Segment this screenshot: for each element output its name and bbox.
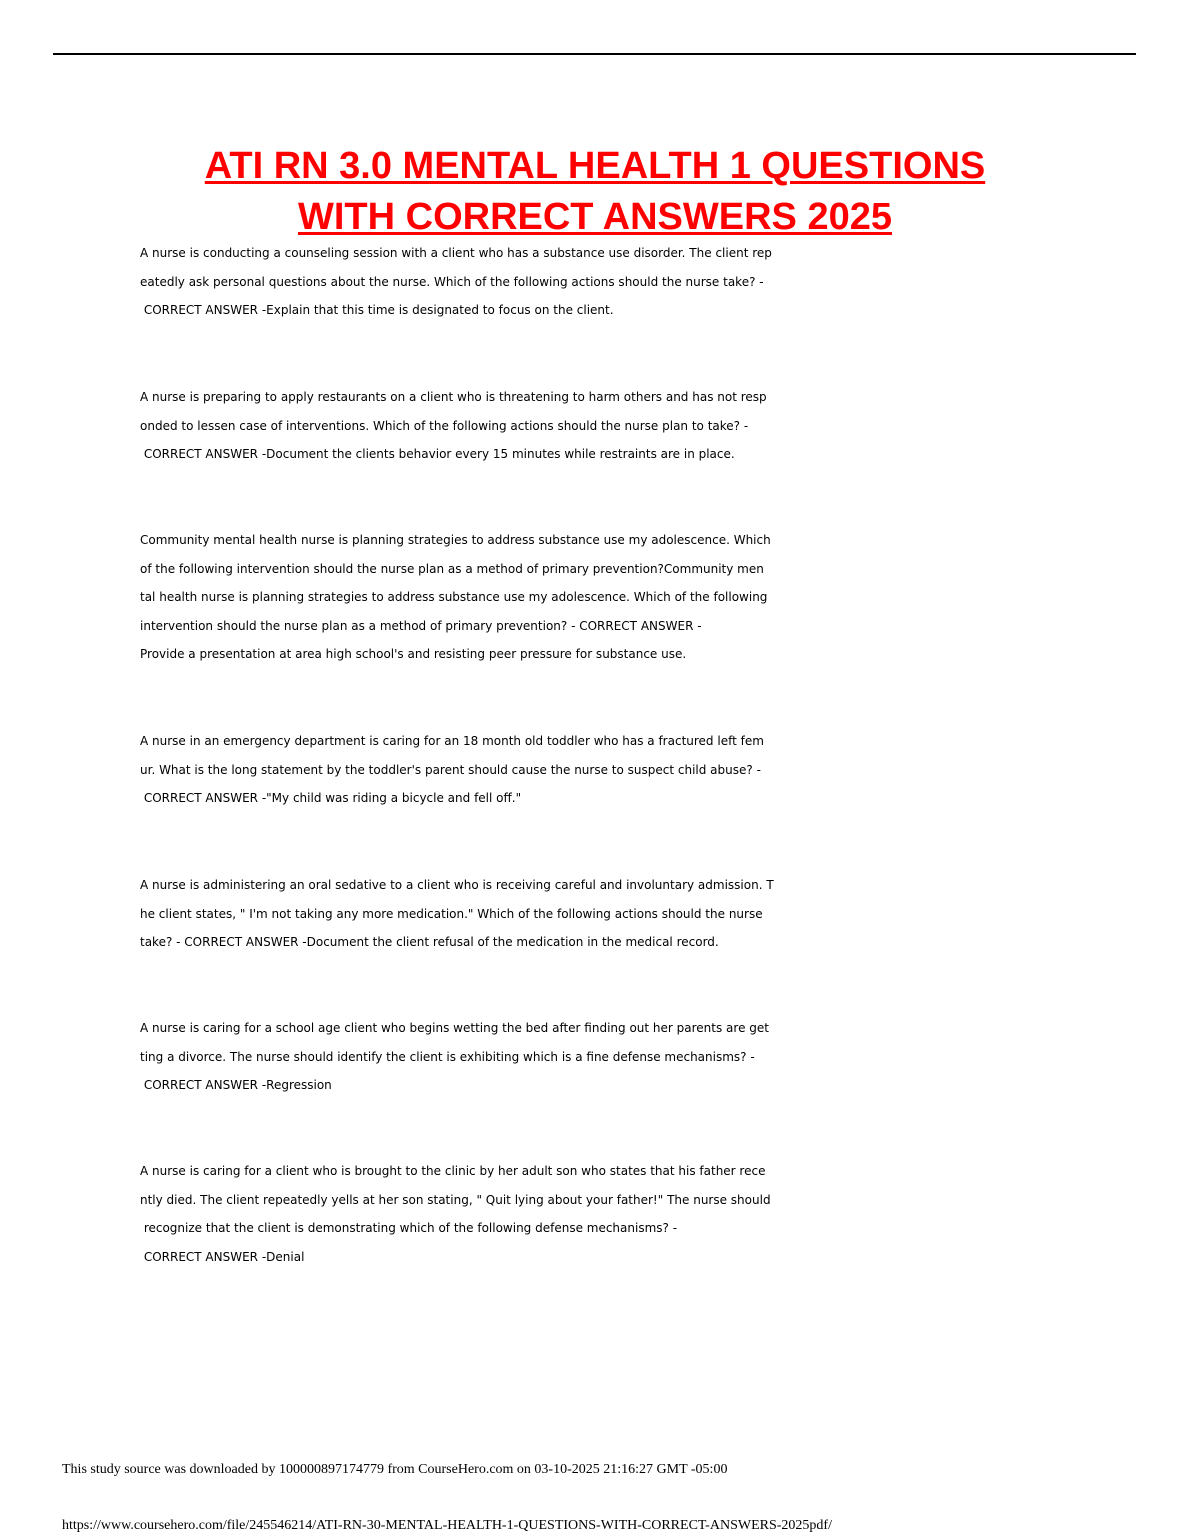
qa-line: Provide a presentation at area high school's and resisting peer pressure for substance use. [140, 647, 687, 661]
qa-line: A nurse is caring for a school age client who begins wetting the bed after finding out her parents are get [140, 1021, 769, 1035]
qa-line: eatedly ask personal questions about the nurse. Which of the following actions should the nurse take? - [140, 274, 764, 289]
source-url[interactable]: https://www.coursehero.com/file/245546214/ATI-RN-30-MENTAL-HEALTH-1-QUESTIONS-WITH-CORRECT-ANSWERS-2025pdf/ [62, 1518, 832, 1533]
qa-item-6 [140, 1014, 1060, 1100]
qa-item-7 [140, 1157, 1060, 1271]
qa-item-3 [140, 526, 1060, 669]
qa-item-1 [140, 239, 1060, 325]
qa-line: A nurse is preparing to apply restaurants on a client who is threatening to harm others and has not resp [140, 390, 767, 404]
qa-line: onded to lessen case of interventions. Which of the following actions should the nurse plan to take? - [140, 418, 749, 433]
qa-line: CORRECT ANSWER -Denial [140, 1249, 305, 1264]
qa-line: CORRECT ANSWER -"My child was riding a bicycle and fell off." [140, 791, 522, 805]
qa-line: A nurse is caring for a client who is brought to the clinic by her adult son who states that his father rece [140, 1164, 766, 1178]
qa-line: ur. What is the long statement by the toddler's parent should cause the nurse to suspect child abuse? - [140, 762, 761, 777]
qa-line: take? - CORRECT ANSWER -Document the client refusal of the medication in the medical record. [140, 935, 719, 949]
qa-line: recognize that the client is demonstrating which of the following defense mechanisms? - [140, 1221, 678, 1235]
title-line-2: WITH CORRECT ANSWERS 2025 [298, 196, 892, 238]
qa-line: he client states, " I'm not taking any more medication." Which of the following actions should the nurse [140, 906, 763, 921]
top-divider [53, 53, 1136, 55]
qa-item-4 [140, 727, 1060, 813]
qa-line: CORRECT ANSWER -Document the clients behavior every 15 minutes while restraints are in place. [140, 447, 735, 461]
qa-line: A nurse is conducting a counseling session with a client who has a substance use disorder. The client rep [140, 246, 772, 260]
document-title [100, 141, 1090, 243]
qa-line: CORRECT ANSWER -Explain that this time is designated to focus on the client. [140, 303, 614, 317]
qa-line: intervention should the nurse plan as a method of primary prevention? - CORRECT ANSWER - [140, 618, 702, 633]
qa-line: ting a divorce. The nurse should identify the client is exhibiting which is a fine defense mechanisms? - [140, 1049, 755, 1064]
qa-line: CORRECT ANSWER -Regression [140, 1078, 332, 1092]
qa-line: A nurse is administering an oral sedative to a client who is receiving careful and involuntary admission. T [140, 878, 774, 892]
qa-item-2 [140, 383, 1060, 469]
qa-line: tal health nurse is planning strategies to address substance use my adolescence. Which of the following [140, 590, 768, 604]
qa-item-5 [140, 871, 1060, 957]
qa-line: A nurse in an emergency department is caring for an 18 month old toddler who has a fractured left fem [140, 734, 764, 748]
title-line-1: ATI RN 3.0 MENTAL HEALTH 1 QUESTIONS [204, 145, 986, 187]
qa-line: ntly died. The client repeatedly yells at her son stating, " Quit lying about your father!" The nurse should [140, 1192, 771, 1207]
qa-line: Community mental health nurse is planning strategies to address substance use my adolescence. Which [140, 533, 771, 547]
download-notice: This study source was downloaded by 100000897174779 from CourseHero.com on 03-10-2025 21:16:27 GMT -05:00 [62, 1462, 728, 1477]
qa-line: of the following intervention should the nurse plan as a method of primary prevention?Community men [140, 561, 764, 576]
